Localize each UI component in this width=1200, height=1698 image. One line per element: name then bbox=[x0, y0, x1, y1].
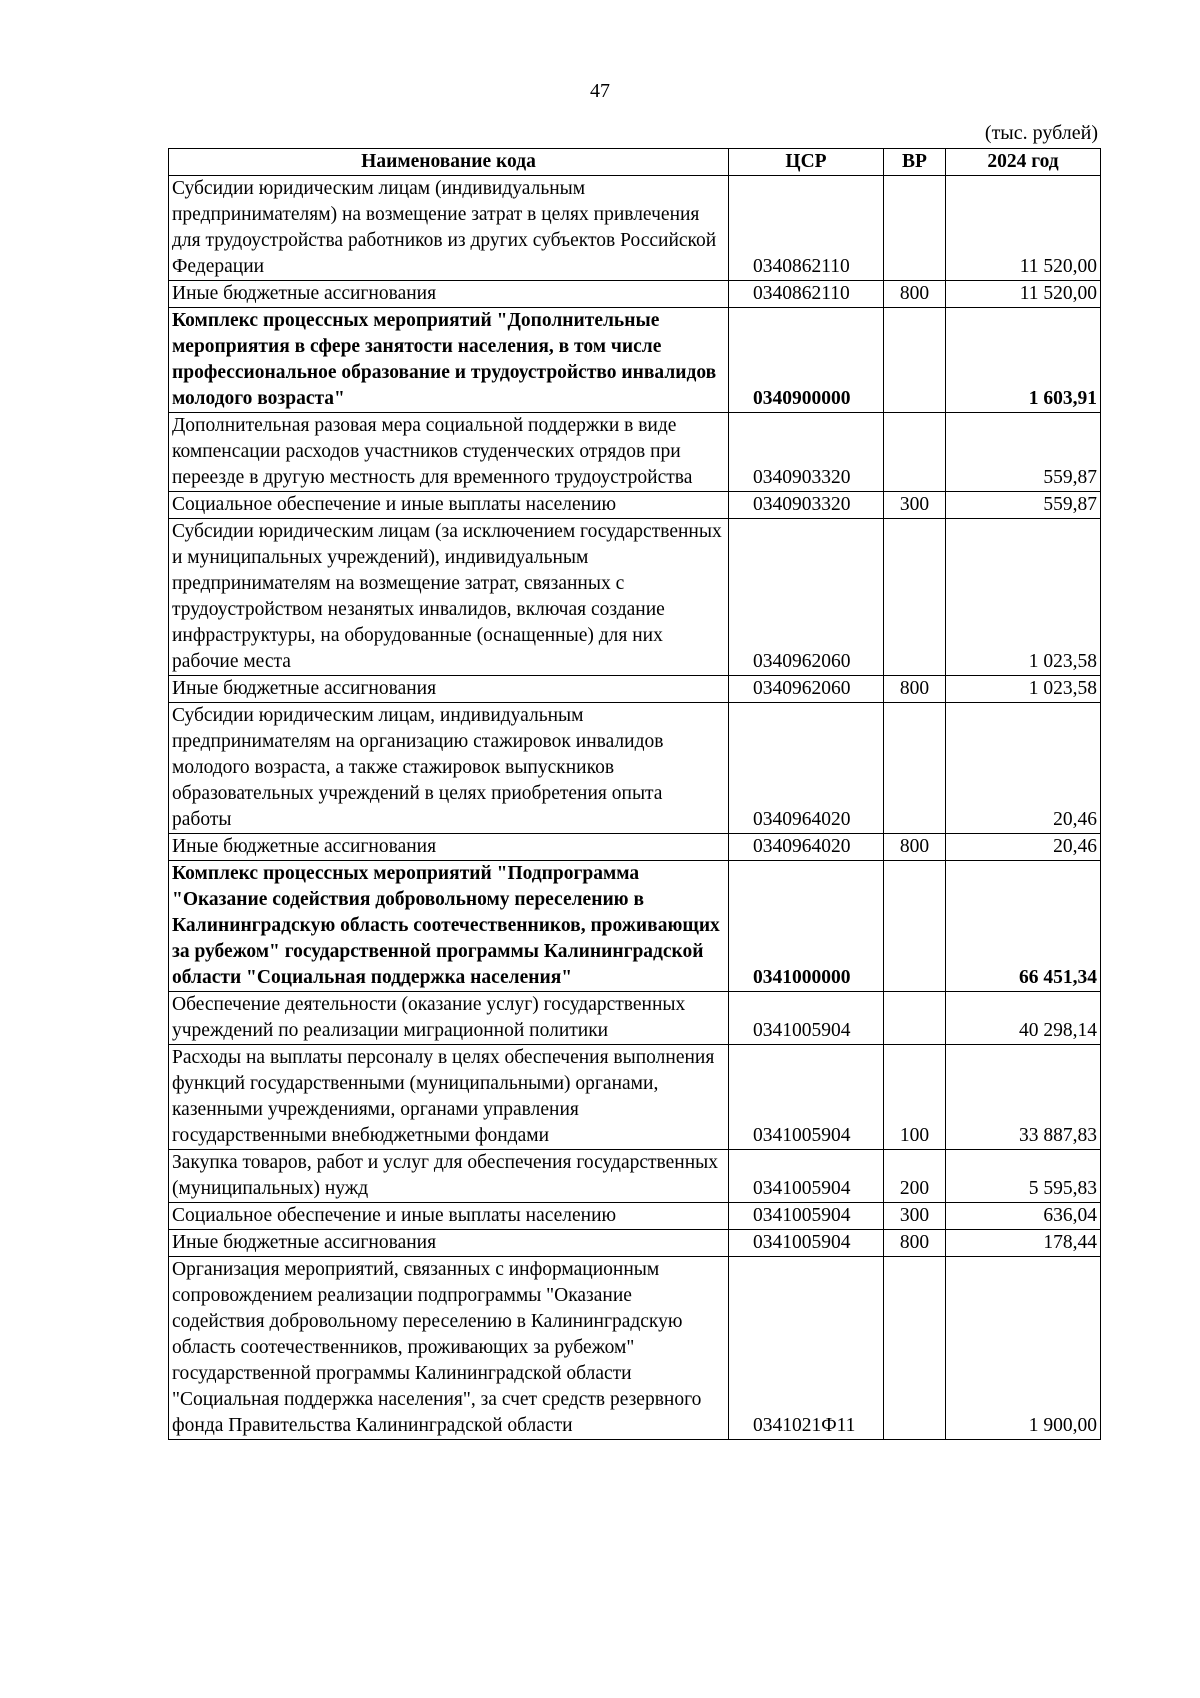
row-vr-cell bbox=[884, 308, 946, 413]
page-number: 47 bbox=[590, 80, 610, 102]
row-name-cell: Социальное обеспечение и иные выплаты населению bbox=[169, 492, 729, 519]
row-amount-cell: 66 451,34 bbox=[946, 861, 1101, 992]
row-amount-cell: 20,46 bbox=[946, 703, 1101, 834]
row-csr-cell: 0341021Ф11 bbox=[729, 1257, 884, 1440]
table-row bbox=[169, 834, 1101, 861]
row-amount-cell: 636,04 bbox=[946, 1203, 1101, 1230]
table-row bbox=[169, 1257, 1101, 1440]
row-vr-cell: 100 bbox=[884, 1045, 946, 1150]
row-name-cell: Расходы на выплаты персоналу в целях обеспечения выполнения функций государственными (муниципальными) органами, казенными учреждениями, органами управления государственными внебюджетными фондами bbox=[169, 1045, 729, 1150]
row-csr-cell: 0340903320 bbox=[729, 413, 884, 492]
row-vr-cell bbox=[884, 861, 946, 992]
row-vr-cell bbox=[884, 413, 946, 492]
header-name: Наименование кода bbox=[169, 149, 729, 176]
row-csr-cell: 0340964020 bbox=[729, 703, 884, 834]
row-name-cell: Закупка товаров, работ и услуг для обеспечения государственных (муниципальных) нужд bbox=[169, 1150, 729, 1203]
table-row bbox=[169, 861, 1101, 992]
row-vr-cell: 800 bbox=[884, 834, 946, 861]
header-vr: ВР bbox=[884, 149, 946, 176]
row-csr-cell: 0340862110 bbox=[729, 176, 884, 281]
table-body bbox=[169, 176, 1101, 1440]
row-vr-cell bbox=[884, 176, 946, 281]
row-name-cell: Иные бюджетные ассигнования bbox=[169, 281, 729, 308]
table-row bbox=[169, 1230, 1101, 1257]
row-amount-cell: 1 900,00 bbox=[946, 1257, 1101, 1440]
row-amount-cell: 20,46 bbox=[946, 834, 1101, 861]
row-name-cell: Субсидии юридическим лицам, индивидуальным предпринимателям на организацию стажировок инвалидов молодого возраста, а также стажировок выпускников образовательных учреждений в целях приобретения опыта работы bbox=[169, 703, 729, 834]
table-row bbox=[169, 703, 1101, 834]
row-name-cell: Комплекс процессных мероприятий "Подпрограмма "Оказание содействия добровольному переселению в Калининградскую область соотечественников, проживающих за рубежом" государственной программы Калининградской области "Социальная поддержка населения" bbox=[169, 861, 729, 992]
row-name-cell: Обеспечение деятельности (оказание услуг) государственных учреждений по реализации миграционной политики bbox=[169, 992, 729, 1045]
row-amount-cell: 11 520,00 bbox=[946, 281, 1101, 308]
row-name-cell: Иные бюджетные ассигнования bbox=[169, 834, 729, 861]
row-amount-cell: 40 298,14 bbox=[946, 992, 1101, 1045]
table-row bbox=[169, 676, 1101, 703]
row-name-cell: Субсидии юридическим лицам (индивидуальным предпринимателям) на возмещение затрат в целях привлечения для трудоустройства работников из других субъектов Российской Федерации bbox=[169, 176, 729, 281]
table-row bbox=[169, 1203, 1101, 1230]
row-csr-cell: 0340862110 bbox=[729, 281, 884, 308]
budget-table bbox=[168, 148, 1101, 1440]
row-vr-cell bbox=[884, 992, 946, 1045]
row-amount-cell: 33 887,83 bbox=[946, 1045, 1101, 1150]
row-csr-cell: 0340903320 bbox=[729, 492, 884, 519]
row-amount-cell: 559,87 bbox=[946, 413, 1101, 492]
row-amount-cell: 5 595,83 bbox=[946, 1150, 1101, 1203]
table-row bbox=[169, 281, 1101, 308]
row-csr-cell: 0340962060 bbox=[729, 519, 884, 676]
row-vr-cell: 800 bbox=[884, 676, 946, 703]
header-year: 2024 год bbox=[946, 149, 1101, 176]
table-row bbox=[169, 992, 1101, 1045]
row-vr-cell: 300 bbox=[884, 1203, 946, 1230]
table-row bbox=[169, 1150, 1101, 1203]
row-csr-cell: 0340964020 bbox=[729, 834, 884, 861]
row-vr-cell bbox=[884, 519, 946, 676]
row-amount-cell: 1 023,58 bbox=[946, 676, 1101, 703]
table-row bbox=[169, 413, 1101, 492]
row-name-cell: Субсидии юридическим лицам (за исключением государственных и муниципальных учреждений), индивидуальным предпринимателям на возмещение затрат, связанных с трудоустройством незанятых инвалидов, включая создание инфраструктуры, на оборудованные (оснащенные) для них рабочие места bbox=[169, 519, 729, 676]
row-amount-cell: 11 520,00 bbox=[946, 176, 1101, 281]
row-csr-cell: 0341005904 bbox=[729, 1045, 884, 1150]
row-amount-cell: 1 603,91 bbox=[946, 308, 1101, 413]
table-row bbox=[169, 519, 1101, 676]
row-vr-cell: 800 bbox=[884, 281, 946, 308]
row-csr-cell: 0341005904 bbox=[729, 1203, 884, 1230]
table-header-row bbox=[169, 149, 1101, 176]
row-name-cell: Иные бюджетные ассигнования bbox=[169, 676, 729, 703]
table-row bbox=[169, 308, 1101, 413]
row-csr-cell: 0341000000 bbox=[729, 861, 884, 992]
row-vr-cell bbox=[884, 1257, 946, 1440]
row-amount-cell: 1 023,58 bbox=[946, 519, 1101, 676]
table-row bbox=[169, 1045, 1101, 1150]
row-vr-cell: 800 bbox=[884, 1230, 946, 1257]
row-csr-cell: 0341005904 bbox=[729, 992, 884, 1045]
table-row bbox=[169, 492, 1101, 519]
row-name-cell: Комплекс процессных мероприятий "Дополнительные мероприятия в сфере занятости населения, в том числе профессиональное образование и трудоустройство инвалидов молодого возраста" bbox=[169, 308, 729, 413]
row-name-cell: Социальное обеспечение и иные выплаты населению bbox=[169, 1203, 729, 1230]
row-csr-cell: 0341005904 bbox=[729, 1150, 884, 1203]
row-name-cell: Иные бюджетные ассигнования bbox=[169, 1230, 729, 1257]
row-csr-cell: 0340900000 bbox=[729, 308, 884, 413]
header-csr: ЦСР bbox=[729, 149, 884, 176]
row-csr-cell: 0340962060 bbox=[729, 676, 884, 703]
row-name-cell: Дополнительная разовая мера социальной поддержки в виде компенсации расходов участников студенческих отрядов при переезде в другую местность для временного трудоустройства bbox=[169, 413, 729, 492]
row-vr-cell bbox=[884, 703, 946, 834]
row-amount-cell: 178,44 bbox=[946, 1230, 1101, 1257]
row-vr-cell: 300 bbox=[884, 492, 946, 519]
unit-note: (тыс. рублей) bbox=[984, 122, 1098, 144]
row-vr-cell: 200 bbox=[884, 1150, 946, 1203]
row-csr-cell: 0341005904 bbox=[729, 1230, 884, 1257]
table-row bbox=[169, 176, 1101, 281]
row-amount-cell: 559,87 bbox=[946, 492, 1101, 519]
row-name-cell: Организация мероприятий, связанных с информационным сопровождением реализации подпрограммы "Оказание содействия добровольному переселению в Калининградскую область соотечественников, проживающих за рубежом" государственной программы Калининградской области "Социальная поддержка населения", за счет средств резервного фонда Правительства Калининградской области bbox=[169, 1257, 729, 1440]
